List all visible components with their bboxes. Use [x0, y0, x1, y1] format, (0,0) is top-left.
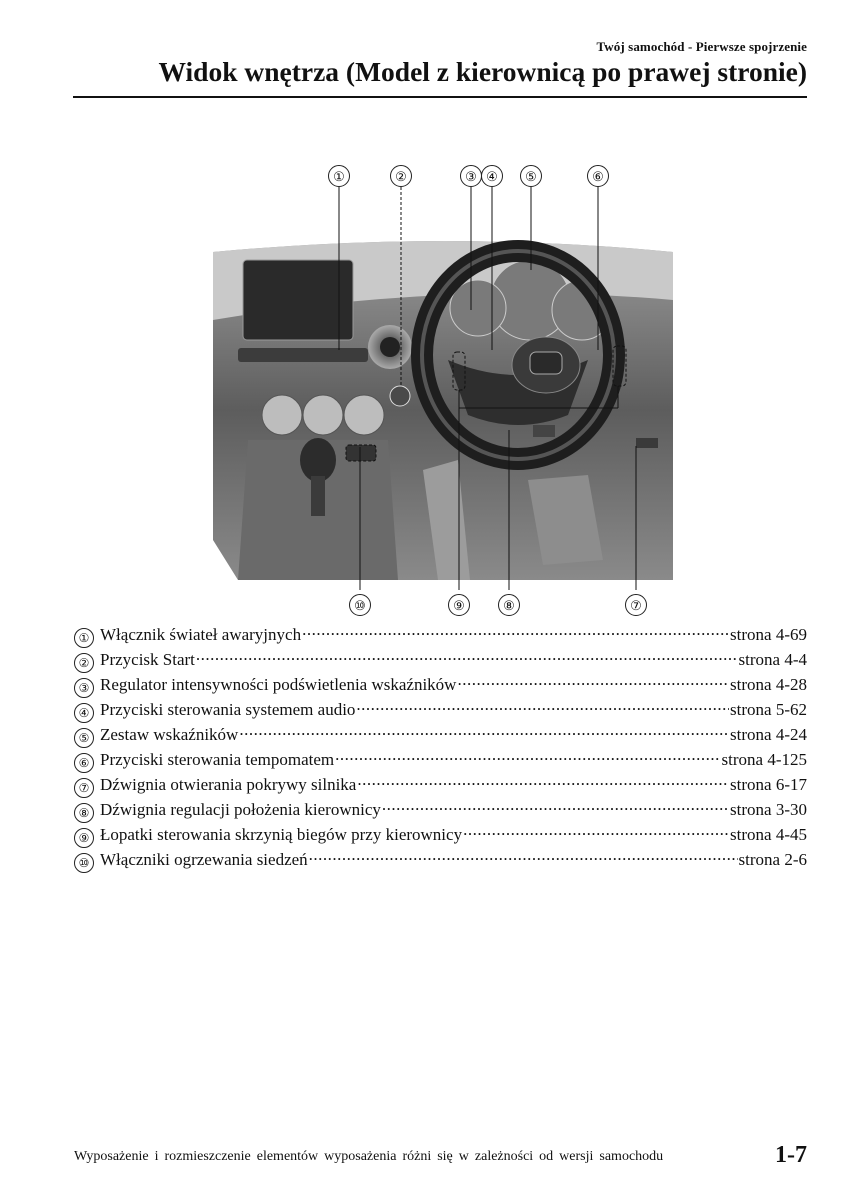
leader-dots	[357, 771, 729, 790]
legend-row	[74, 771, 807, 796]
legend-page-ref: strona 4-125	[721, 750, 807, 769]
callout-10: ⑩	[349, 594, 371, 616]
legend-page-ref: strona 4-28	[730, 675, 807, 694]
legend-row	[74, 671, 807, 696]
legend-page-ref: strona 3-30	[730, 800, 807, 819]
legend-number: ⑤	[74, 728, 94, 748]
legend-label: Łopatki sterowania skrzynią biegów przy kierownicy	[100, 825, 463, 844]
leader-dots	[356, 696, 729, 715]
legend-page-ref: strona 4-24	[730, 725, 807, 744]
legend-number: ③	[74, 678, 94, 698]
leader-dots	[382, 796, 729, 815]
legend-label: Włączniki ogrzewania siedzeń	[100, 850, 308, 869]
leader-dots	[457, 671, 729, 690]
legend-label: Zestaw wskaźników	[100, 725, 239, 744]
legend-label: Przycisk Start	[100, 650, 195, 669]
callout-9: ⑨	[448, 594, 470, 616]
leader-dots	[239, 721, 729, 740]
footer-note: Wyposażenie i rozmieszczenie elementów wyposażenia różni się w zależności od wersji samochodu	[74, 1149, 664, 1164]
legend-page-ref: strona 4-4	[738, 650, 807, 669]
callout-7: ⑦	[625, 594, 647, 616]
legend-row	[74, 646, 807, 671]
legend-number: ⑨	[74, 828, 94, 848]
callout-6: ⑥	[587, 165, 609, 187]
legend-label: Przyciski sterowania systemem audio	[100, 700, 356, 719]
legend-number: ⑦	[74, 778, 94, 798]
legend-row	[74, 696, 807, 721]
leader-lines	[208, 160, 678, 620]
leader-dots	[309, 846, 738, 865]
legend-number: ①	[74, 628, 94, 648]
legend-page-ref: strona 5-62	[730, 700, 807, 719]
leader-dots	[196, 646, 738, 665]
title-rule	[73, 96, 807, 98]
legend-page-ref: strona 4-69	[730, 625, 807, 644]
leader-dots	[302, 621, 729, 640]
legend-row	[74, 721, 807, 746]
page-title: Widok wnętrza (Model z kierownicą po prawej stronie)	[158, 56, 807, 87]
legend-page-ref: strona 2-6	[738, 850, 807, 869]
legend-label: Przyciski sterowania tempomatem	[100, 750, 335, 769]
interior-figure	[208, 160, 678, 620]
callout-8: ⑧	[498, 594, 520, 616]
callout-1: ①	[328, 165, 350, 187]
callout-2: ②	[390, 165, 412, 187]
legend-label: Regulator intensywności podświetlenia wskaźników	[100, 675, 457, 694]
legend-page-ref: strona 4-45	[730, 825, 807, 844]
legend-row	[74, 621, 807, 646]
legend-number: ⑧	[74, 803, 94, 823]
legend-number: ④	[74, 703, 94, 723]
legend-row	[74, 746, 807, 771]
legend-list	[74, 621, 807, 871]
legend-row	[74, 846, 807, 871]
section-label: Twój samochód - Pierwsze spojrzenie	[596, 39, 807, 54]
legend-label: Dźwignia otwierania pokrywy silnika	[100, 775, 357, 794]
legend-number: ⑩	[74, 853, 94, 873]
leader-dots	[335, 746, 720, 765]
page-number: 1-7	[775, 1142, 807, 1168]
callout-5: ⑤	[520, 165, 542, 187]
leader-dots	[463, 821, 729, 840]
callout-4: ④	[481, 165, 503, 187]
legend-number: ②	[74, 653, 94, 673]
legend-row	[74, 821, 807, 846]
legend-row	[74, 796, 807, 821]
legend-label: Dźwignia regulacji położenia kierownicy	[100, 800, 381, 819]
legend-label: Włącznik świateł awaryjnych	[100, 625, 302, 644]
callout-3: ③	[460, 165, 482, 187]
legend-number: ⑥	[74, 753, 94, 773]
legend-page-ref: strona 6-17	[730, 775, 807, 794]
